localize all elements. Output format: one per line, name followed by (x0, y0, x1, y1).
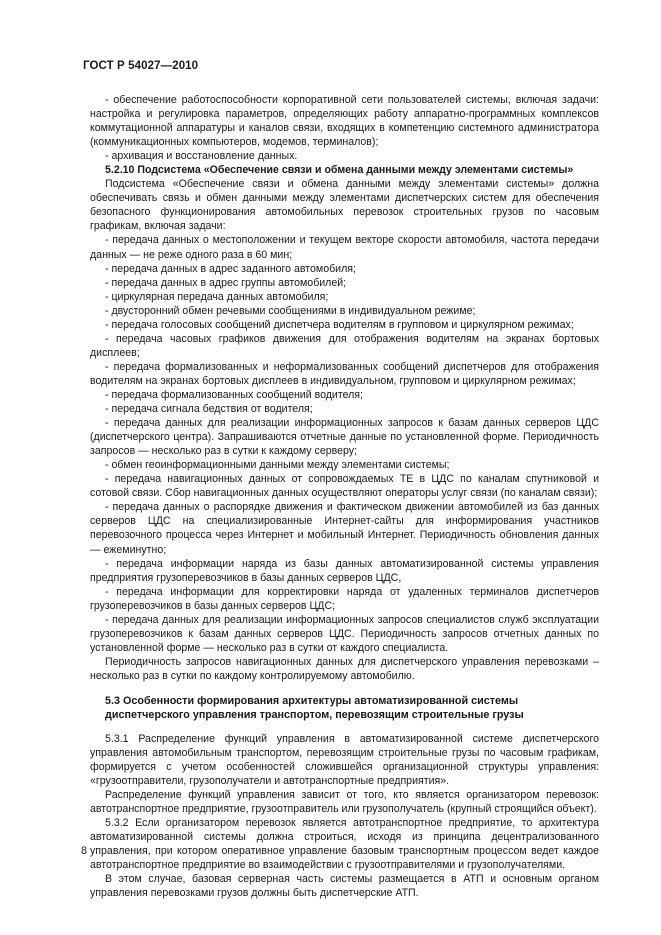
section-heading: 5.3 Особенности формирования архитектуры автоматизированной системы диспетчерского управления транспортом, перевозящим строительные грузы (105, 694, 524, 721)
list-item: - передача данных для реализации информационных запросов к базам данных серверов ЦДС (диспетчерского центра). Запрашиваются отчетные данные по установленной форме. Периодичность запросов — несколько раз в сутки к каждому серверу; (90, 417, 599, 458)
list-item: - обмен геоинформационными данными между элементами системы; (105, 459, 450, 472)
paragraph: В этом случае, базовая серверная часть системы размещается в АТП и основным органом управления перевозками грузов должны быть диспетчерские АТП. (90, 873, 599, 900)
paragraph: 5.3.2 Если организатором перевозок является автотранспортное предприятие, то архитектура автоматизированной системы должна строиться, исходя из принципа децентрализованного управления, при котором оперативное управление базовым транспортным процессом ведет каждое автотранспортное предприятие во взаимодействии с грузоотправителями и грузополучателями. (90, 817, 599, 872)
list-item: - циркулярная передача данных автомобиля; (105, 290, 329, 303)
paragraph: 5.3.1 Распределение функций управления в автоматизированной системе диспетчерского управления автомобильным транспортом, перевозящим строительные грузы по часовым графикам, формируется с учетом особенностей сложившейся организационной структуры управления: «грузоотправители, грузополучатели и автотранспортные предприятия». (90, 732, 599, 788)
list-item: - передача данных в адрес группы автомобилей; (105, 276, 347, 289)
list-item: - передача данных о распорядке движения и фактическом движении автомобилей из баз данных серверов ЦДС на специализированные Интернет-сайты для информирования участников перевозочного процесса через Интернет и мобильный Интернет. Периодичность обновления данных — ежеминутно; (90, 501, 599, 556)
list-item: - передача голосовых сообщений диспетчера водителям в групповом и циркулярном режимах; (105, 318, 574, 331)
list-item: - передача сигнала бедствия от водителя; (105, 403, 313, 416)
paragraph: Периодичность запросов навигационных данных для диспетчерского управления перевозками – несколько раз в сутки по каждому контролируемому автомобилю. (90, 655, 599, 682)
list-item: - передача данных о местоположении и текущем векторе скорости автомобиля, частота передачи данных — не реже одного раза в 60 мин; (90, 234, 599, 261)
list-item: - передача данных в адрес заданного автомобиля; (105, 262, 356, 275)
list-item: - передача часовых графиков движения для отображения водителям на экранах бортовых дисплеев; (90, 332, 599, 359)
list-item: - передача формализованных и неформализованных сообщений диспетчеров для отображения водителям на экранах бортовых дисплеев в индивидуальном, групповом и циркулярном режимах; (90, 360, 599, 387)
paragraph: - архивация и восстановление данных. (105, 150, 298, 163)
document-body (90, 93, 599, 901)
list-item: - передача информации наряда из базы данных автоматизированной системы управления предприятия грузоперевозчиков в базы данных серверов ЦДС, (90, 557, 599, 584)
subsection-heading: 5.2.10 Подсистема «Обеспечение связи и обмена данными между элементами системы» (105, 164, 574, 177)
list-item: - двусторонний обмен речевыми сообщениями в индивидуальном режиме; (105, 304, 476, 317)
page-number: 8 (81, 845, 88, 857)
paragraph: Подсистема «Обеспечение связи и обмена данными между элементами системы» должна обеспечивать связь и обмен данными между элементами диспетчерских систем для обеспечения безопасного функционирования автомобильных перевозок строительных грузов по часовым графикам, включая задачи: (90, 178, 599, 233)
paragraph: Распределение функций управления зависит от того, кто является организатором перевозок: автотранспортное предприятие, грузоотправитель или грузополучатель (крупный строящийся объект). (90, 789, 599, 816)
list-item: - передача формализованных сообщений водителя; (105, 388, 363, 401)
standard-header: ГОСТ Р 54027—2010 (83, 60, 199, 72)
list-item: - передача навигационных данных от сопровождаемых ТЕ в ЦДС по каналам спутниковой и сотовой связи. Сбор навигационных данных осуществляют операторы услуг связи (по каналам связи); (90, 473, 599, 500)
list-item: - передача информации для корректировки наряда от удаленных терминалов диспетчеров грузоперевозчиков в базы данных серверов ЦДС; (90, 585, 599, 612)
list-item: - передача данных для реализации информационных запросов специалистов служб эксплуатации грузоперевозчиков к базам данных серверов ЦДС. Периодичность запросов отчетных данных по установленной форме — несколько раз в сутки от каждого специалиста. (90, 613, 599, 654)
paragraph: - обеспечение работоспособности корпоративной сети пользователей системы, включая задачи: настройка и регулировка параметров, определяющих работу аппаратно-программных комплексов коммутационной аппаратуры и каналов связи, входящих в компетенцию системного администратора (коммуникационных компьютеров, модемов, терминалов); (90, 94, 599, 149)
